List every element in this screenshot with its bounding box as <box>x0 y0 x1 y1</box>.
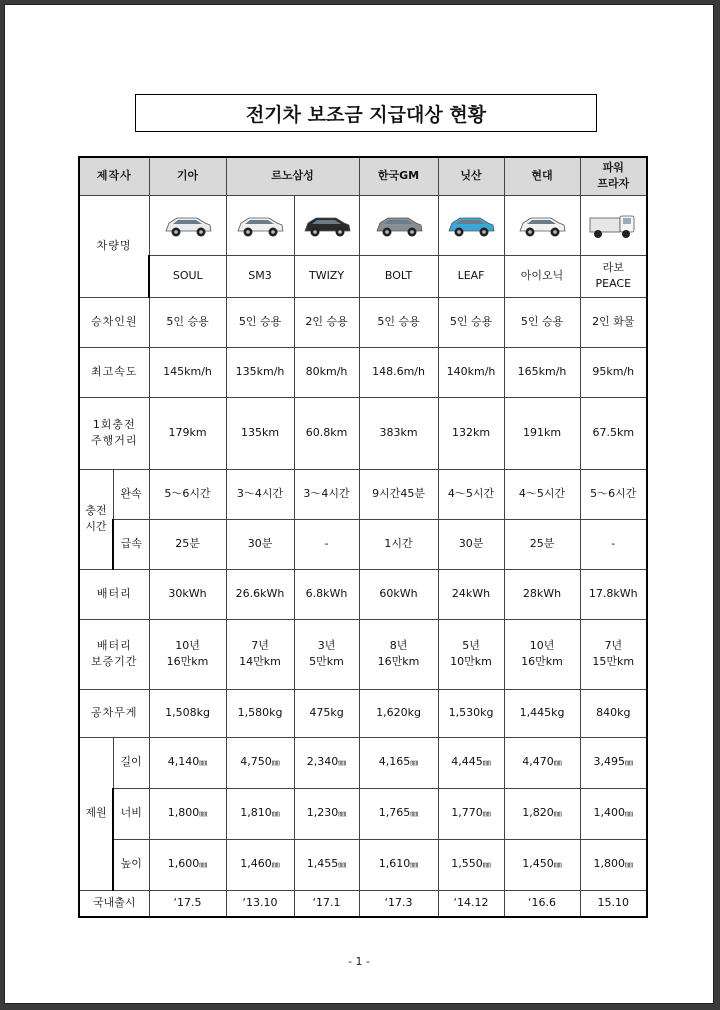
length-cell: 4,750㎜ <box>226 737 294 788</box>
charge-time-label-line-1: 충전 <box>85 503 107 517</box>
vehicle-image-cell <box>149 195 226 255</box>
unit-mm: ㎜ <box>482 758 491 768</box>
height-label: 높이 <box>113 839 149 890</box>
seats-cell: 5인 승용 <box>504 297 580 347</box>
seats-cell: 5인 승용 <box>438 297 504 347</box>
release-cell: ‘16.6 <box>504 890 580 917</box>
length-cell: 4,140㎜ <box>149 737 226 788</box>
release-label: 국내출시 <box>79 890 149 917</box>
ev-subsidy-table <box>78 156 648 918</box>
battery-cell: 28kWh <box>504 569 580 619</box>
weight-cell: 1,508kg <box>149 689 226 737</box>
width-cell: 1,765㎜ <box>359 788 438 839</box>
warranty-label <box>79 619 149 689</box>
charge-time-label-line-2: 시간 <box>85 520 107 533</box>
unit-mm: ㎜ <box>553 860 562 870</box>
length-cell: 4,445㎜ <box>438 737 504 788</box>
warranty-cell-line-1: 5년 <box>462 638 480 652</box>
warranty-cell <box>504 619 580 689</box>
unit-mm: ㎜ <box>482 809 491 819</box>
weight-cell: 1,530kg <box>438 689 504 737</box>
length-cell: 3,495㎜ <box>580 737 647 788</box>
weight-cell: 1,445kg <box>504 689 580 737</box>
unit-mm: ㎜ <box>482 860 491 870</box>
vehicle-image-cell <box>359 195 438 255</box>
length-cell: 4,165㎜ <box>359 737 438 788</box>
seats-cell: 2인 화물 <box>580 297 647 347</box>
maker-gm-korea: 한국GM <box>359 157 438 195</box>
unit-mm: ㎜ <box>199 809 208 819</box>
car-image-icon <box>444 208 498 242</box>
width-cell: 1,820㎜ <box>504 788 580 839</box>
document-page <box>4 4 714 1004</box>
maker-row <box>79 157 647 195</box>
width-cell: 1,810㎜ <box>226 788 294 839</box>
width-cell: 1,400㎜ <box>580 788 647 839</box>
page-number: - 1 - <box>348 955 370 968</box>
car-image-icon <box>161 208 215 242</box>
width-cell: 1,800㎜ <box>149 788 226 839</box>
width-row <box>79 788 647 839</box>
range-cell: 60.8km <box>294 397 359 469</box>
warranty-row <box>79 619 647 689</box>
warranty-cell <box>149 619 226 689</box>
maker-power-plaza-line-1: 파워 <box>602 160 624 174</box>
unit-mm: ㎜ <box>625 809 634 819</box>
unit-mm: ㎜ <box>625 860 634 870</box>
unit-mm: ㎜ <box>553 758 562 768</box>
charge-slow-row <box>79 469 647 519</box>
release-cell: ‘17.1 <box>294 890 359 917</box>
car-image-icon <box>586 208 640 242</box>
unit-mm: ㎜ <box>271 809 280 819</box>
warranty-cell <box>359 619 438 689</box>
unit-mm: ㎜ <box>410 758 419 768</box>
battery-cell: 30kWh <box>149 569 226 619</box>
warranty-label-line-2: 보증기간 <box>91 655 138 668</box>
weight-cell: 475kg <box>294 689 359 737</box>
range-cell: 135km <box>226 397 294 469</box>
speed-cell: 140km/h <box>438 347 504 397</box>
weight-cell: 1,620kg <box>359 689 438 737</box>
height-row <box>79 839 647 890</box>
vehicle-name-cell-line-1: 라보 <box>602 260 624 274</box>
car-image-icon <box>300 208 354 242</box>
battery-cell: 6.8kWh <box>294 569 359 619</box>
maker-kia: 기아 <box>149 157 226 195</box>
length-cell: 4,470㎜ <box>504 737 580 788</box>
range-row <box>79 397 647 469</box>
speed-label: 최고속도 <box>79 347 149 397</box>
height-cell: 1,610㎜ <box>359 839 438 890</box>
speed-cell: 145km/h <box>149 347 226 397</box>
fast-charge-cell: 25분 <box>504 519 580 569</box>
release-row <box>79 890 647 917</box>
fast-charge-cell: 25분 <box>149 519 226 569</box>
speed-cell: 135km/h <box>226 347 294 397</box>
battery-row <box>79 569 647 619</box>
release-cell: 15.10 <box>580 890 647 917</box>
battery-cell: 60kWh <box>359 569 438 619</box>
dims-label: 제원 <box>79 737 113 890</box>
vehicle-label: 차량명 <box>79 195 149 297</box>
slow-charge-cell: 3～4시간 <box>294 469 359 519</box>
height-cell: 1,800㎜ <box>580 839 647 890</box>
unit-mm: ㎜ <box>338 860 347 870</box>
fast-charge-cell: - <box>294 519 359 569</box>
warranty-cell-line-2: 16만km <box>377 655 420 668</box>
warranty-cell-line-2: 16만km <box>521 655 563 668</box>
weight-label: 공차무게 <box>79 689 149 737</box>
warranty-cell-line-2: 15만km <box>592 655 635 668</box>
range-cell: 67.5km <box>580 397 647 469</box>
fast-charge-cell: - <box>580 519 647 569</box>
charge-fast-row <box>79 519 647 569</box>
weight-row <box>79 689 647 737</box>
vehicle-image-cell <box>504 195 580 255</box>
range-label-line-1: 1회충전 <box>92 417 136 431</box>
unit-mm: ㎜ <box>338 809 347 819</box>
battery-cell: 26.6kWh <box>226 569 294 619</box>
release-cell: ‘14.12 <box>438 890 504 917</box>
maker-renault-samsung: 르노삼성 <box>226 157 359 195</box>
warranty-cell-line-1: 3년 <box>317 638 336 652</box>
warranty-cell-line-2: 16만km <box>166 655 209 668</box>
release-cell: ‘17.3 <box>359 890 438 917</box>
range-cell: 383km <box>359 397 438 469</box>
vehicle-image-cell <box>580 195 647 255</box>
unit-mm: ㎜ <box>271 860 280 870</box>
range-cell: 191km <box>504 397 580 469</box>
warranty-cell-line-2: 5만km <box>309 655 344 668</box>
warranty-cell <box>438 619 504 689</box>
release-cell: ‘13.10 <box>226 890 294 917</box>
slow-charge-cell: 4～5시간 <box>504 469 580 519</box>
battery-cell: 17.8kWh <box>580 569 647 619</box>
warranty-cell-line-2: 14만km <box>239 655 281 668</box>
maker-hyundai: 현대 <box>504 157 580 195</box>
warranty-cell-line-1: 7년 <box>251 638 269 652</box>
slow-charge-cell: 9시간45분 <box>359 469 438 519</box>
maker-label: 제작사 <box>79 157 149 195</box>
fast-charge-cell: 1시간 <box>359 519 438 569</box>
height-cell: 1,550㎜ <box>438 839 504 890</box>
vehicle-image-cell <box>226 195 294 255</box>
unit-mm: ㎜ <box>410 809 419 819</box>
slow-charge-cell: 5～6시간 <box>580 469 647 519</box>
seats-cell: 2인 승용 <box>294 297 359 347</box>
vehicle-name-row <box>79 255 647 297</box>
warranty-cell <box>294 619 359 689</box>
unit-mm: ㎜ <box>338 758 347 768</box>
length-label: 길이 <box>113 737 149 788</box>
length-cell: 2,340㎜ <box>294 737 359 788</box>
seats-label: 승차인원 <box>79 297 149 347</box>
warranty-cell-line-2: 10만km <box>450 655 492 668</box>
unit-mm: ㎜ <box>410 860 419 870</box>
warranty-cell-line-1: 10년 <box>175 638 200 652</box>
vehicle-name-cell: SOUL <box>149 255 226 297</box>
slow-charge-cell: 4～5시간 <box>438 469 504 519</box>
warranty-cell <box>580 619 647 689</box>
warranty-cell-line-1: 10년 <box>529 638 555 652</box>
warranty-label-line-1: 배터리 <box>96 638 132 652</box>
fast-charge-cell: 30분 <box>438 519 504 569</box>
vehicle-name-cell: 아이오닉 <box>504 255 580 297</box>
height-cell: 1,455㎜ <box>294 839 359 890</box>
maker-power-plaza <box>580 157 647 195</box>
vehicle-image-cell <box>438 195 504 255</box>
seats-cell: 5인 승용 <box>359 297 438 347</box>
vehicle-name-cell: BOLT <box>359 255 438 297</box>
width-cell: 1,770㎜ <box>438 788 504 839</box>
width-label: 너비 <box>113 788 149 839</box>
warranty-cell-line-1: 8년 <box>389 638 408 652</box>
unit-mm: ㎜ <box>199 860 208 870</box>
document-title: 전기차 보조금 지급대상 현황 <box>135 94 597 132</box>
weight-cell: 840kg <box>580 689 647 737</box>
range-cell: 179km <box>149 397 226 469</box>
seats-cell: 5인 승용 <box>149 297 226 347</box>
warranty-cell-line-1: 7년 <box>604 638 623 652</box>
vehicle-name-cell: LEAF <box>438 255 504 297</box>
car-image-icon <box>515 208 569 242</box>
vehicle-name-cell: TWIZY <box>294 255 359 297</box>
car-image-icon <box>372 208 426 242</box>
speed-row <box>79 347 647 397</box>
maker-power-plaza-line-2: 프라자 <box>597 177 630 191</box>
car-image-icon <box>233 208 287 242</box>
fast-charge-label: 급속 <box>113 519 149 569</box>
speed-cell: 80km/h <box>294 347 359 397</box>
length-row <box>79 737 647 788</box>
vehicle-name-cell <box>580 255 647 297</box>
weight-cell: 1,580kg <box>226 689 294 737</box>
battery-cell: 24kWh <box>438 569 504 619</box>
width-cell: 1,230㎜ <box>294 788 359 839</box>
slow-charge-cell: 5～6시간 <box>149 469 226 519</box>
height-cell: 1,600㎜ <box>149 839 226 890</box>
range-label-line-2: 주행거리 <box>91 434 138 447</box>
release-cell: ‘17.5 <box>149 890 226 917</box>
speed-cell: 95km/h <box>580 347 647 397</box>
range-label <box>79 397 149 469</box>
warranty-cell <box>226 619 294 689</box>
vehicle-image-cell <box>294 195 359 255</box>
seats-row <box>79 297 647 347</box>
unit-mm: ㎜ <box>199 758 208 768</box>
unit-mm: ㎜ <box>625 758 634 768</box>
seats-cell: 5인 승용 <box>226 297 294 347</box>
unit-mm: ㎜ <box>271 758 280 768</box>
speed-cell: 148.6m/h <box>359 347 438 397</box>
range-cell: 132km <box>438 397 504 469</box>
battery-label: 배터리 <box>79 569 149 619</box>
fast-charge-cell: 30분 <box>226 519 294 569</box>
vehicle-name-cell-line-2: PEACE <box>595 277 632 290</box>
speed-cell: 165km/h <box>504 347 580 397</box>
vehicle-name-cell: SM3 <box>226 255 294 297</box>
slow-charge-label: 완속 <box>113 469 149 519</box>
maker-nissan: 닛산 <box>438 157 504 195</box>
unit-mm: ㎜ <box>553 809 562 819</box>
height-cell: 1,460㎜ <box>226 839 294 890</box>
height-cell: 1,450㎜ <box>504 839 580 890</box>
vehicle-image-row <box>79 195 647 255</box>
charge-time-label <box>79 469 113 569</box>
slow-charge-cell: 3～4시간 <box>226 469 294 519</box>
